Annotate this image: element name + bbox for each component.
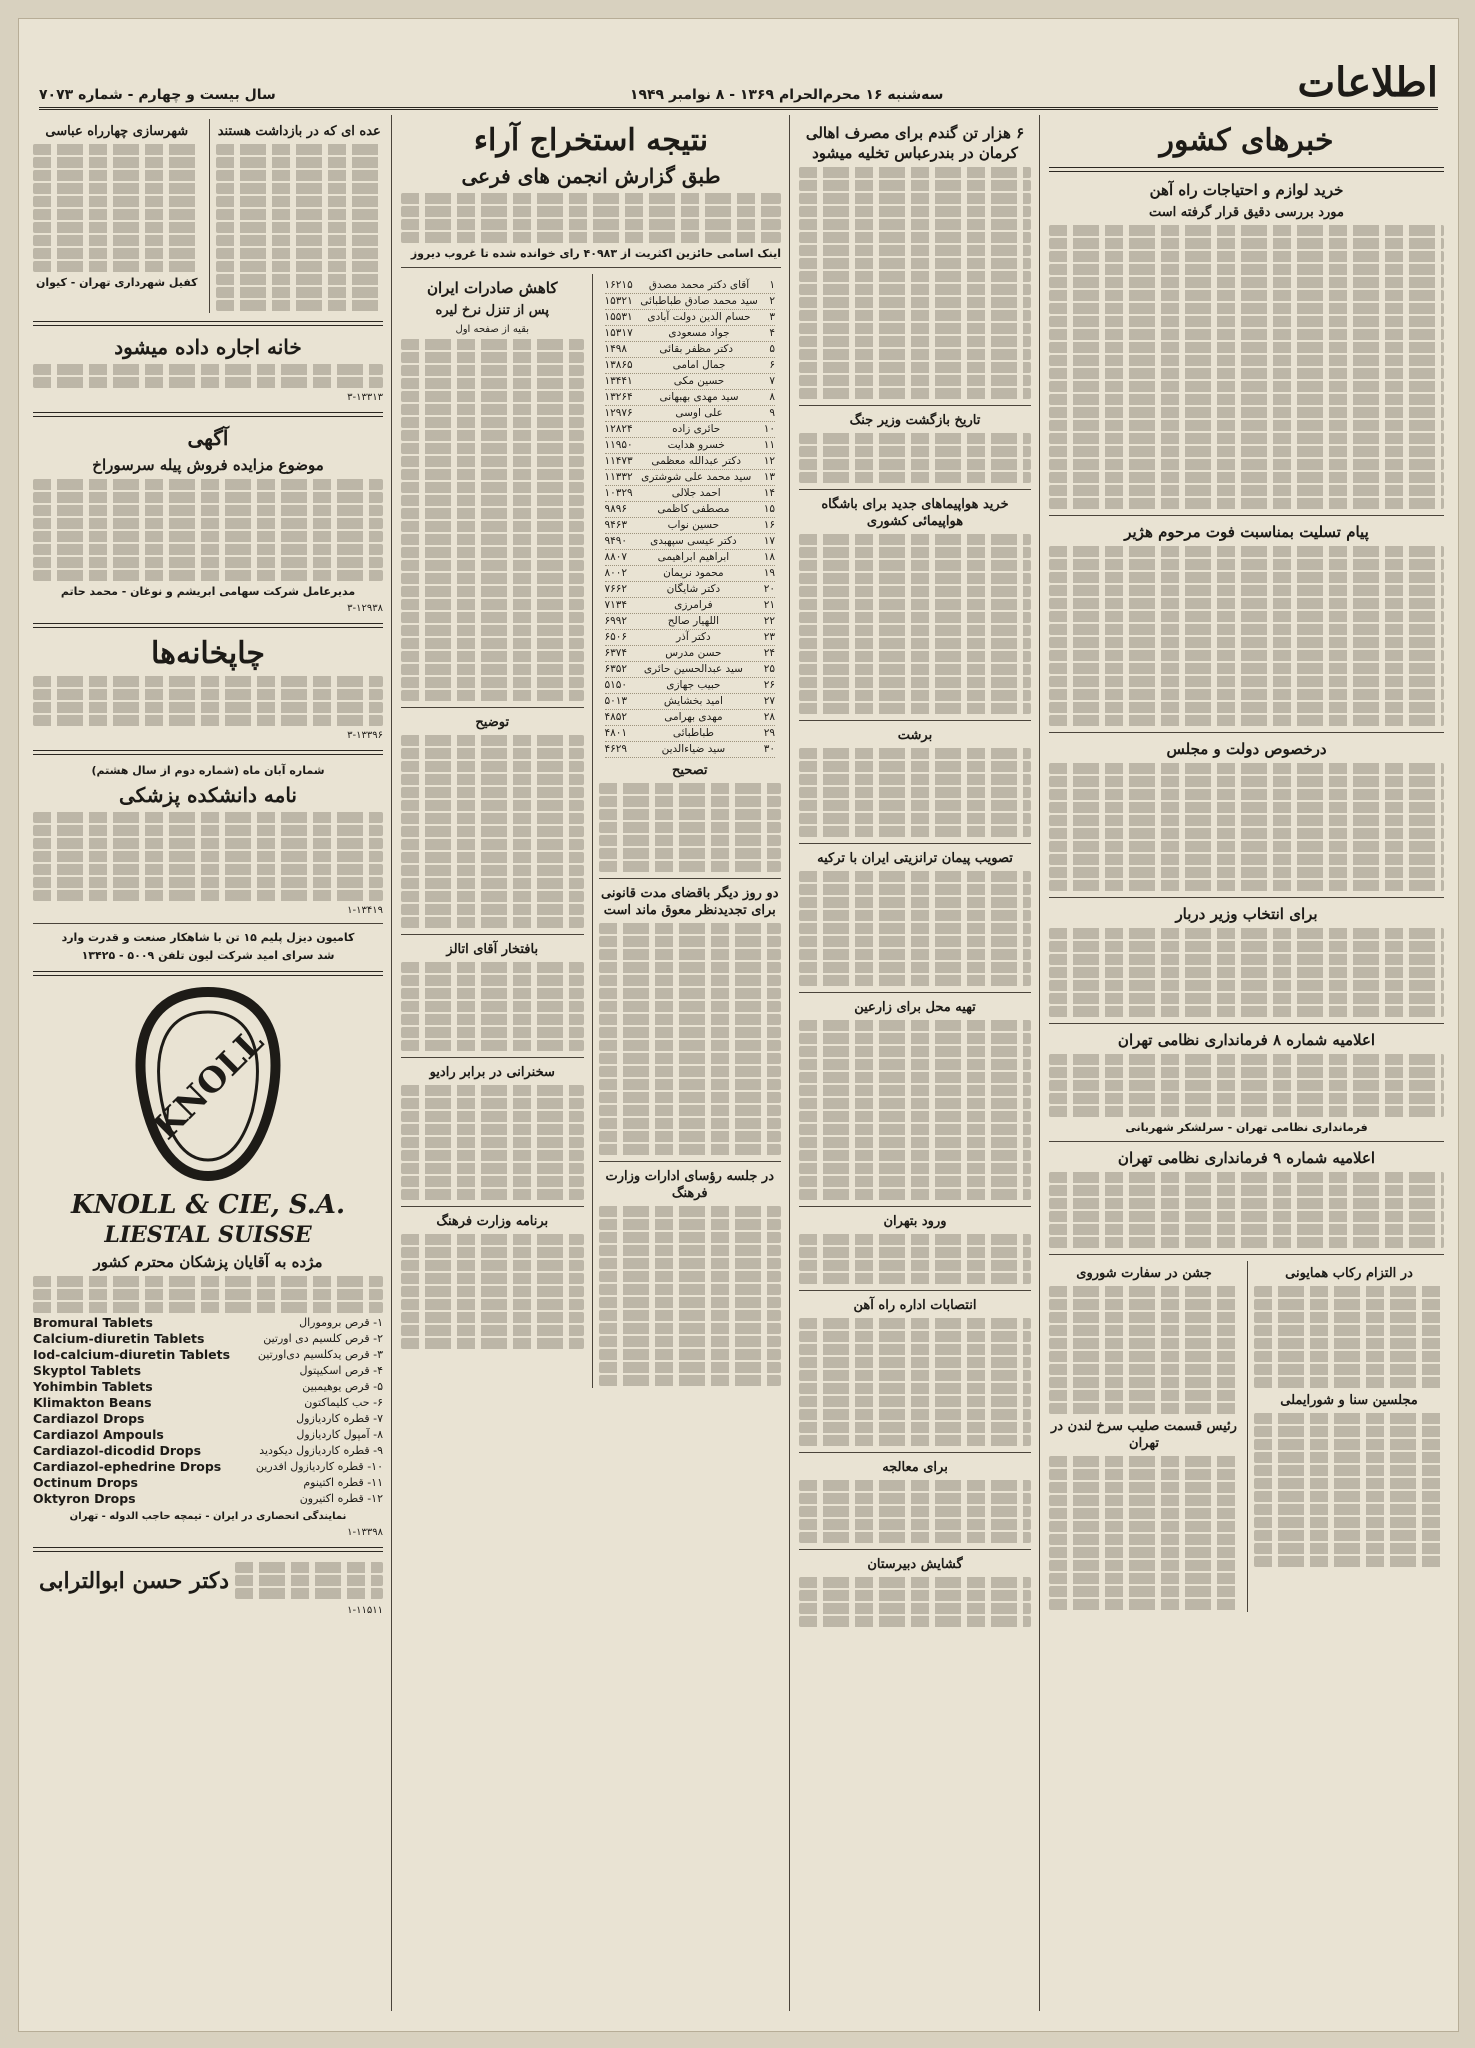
- candidate-row: [605, 502, 776, 518]
- headline-notice: آگهی: [187, 426, 229, 450]
- candidate-row: [605, 390, 776, 406]
- drug-name-en: Cardiazol Drops: [33, 1411, 145, 1426]
- notice-reference: ۳-۱۲۹۳۸: [347, 603, 383, 614]
- candidate-rank: ۱۹: [763, 567, 775, 579]
- candidate-votes: ۱۵۳۲۱: [604, 295, 633, 307]
- headline-cabinet: درخصوص دولت و مجلس: [1166, 740, 1327, 758]
- knoll-advertisement: [33, 984, 383, 1539]
- truck-ad-reference: شد سرای امید شرکت لیون تلفن ۵۰۰۹ - ۱۳۴۲۵: [81, 949, 335, 962]
- candidate-rank: ۳۰: [763, 743, 775, 755]
- headline-appointments: انتصابات اداره راه آهن: [853, 1298, 977, 1313]
- candidate-name: اللهیار صالح: [667, 615, 720, 627]
- candidate-votes: ۱۲۹۷۶: [604, 407, 633, 419]
- candidate-rank: ۱۴: [763, 487, 775, 499]
- drug-name-fa: ۱۱- قطره اکتینوم: [303, 1476, 383, 1489]
- candidate-votes: ۴۶۲۹: [604, 743, 628, 755]
- candidate-name: دکتر شایگان: [666, 583, 721, 595]
- candidate-row: [605, 550, 776, 566]
- doctor-reference: ۱-۱۱۵۱۱: [347, 1605, 383, 1616]
- knoll-location: LIESTAL SUISSE: [104, 1222, 312, 1248]
- drug-row: [33, 1475, 383, 1491]
- drug-row: [33, 1315, 383, 1331]
- candidate-rank: ۲۴: [763, 647, 775, 659]
- headline-detainees: عده ای که در بازداشت هستند: [217, 124, 381, 139]
- candidate-row: [605, 566, 776, 582]
- candidate-row: [605, 518, 776, 534]
- candidate-rank: ۲: [769, 295, 775, 307]
- candidate-row: [605, 358, 776, 374]
- drug-name-fa: ۲- قرص کلسیم دی اورتین: [263, 1332, 383, 1345]
- candidate-rank: ۱۱: [763, 439, 775, 451]
- notice-signature: مدیرعامل شرکت سهامی ابریشم و نوغان - محمد حاتم: [60, 585, 356, 598]
- candidate-row: [605, 326, 776, 342]
- headline-farmers: تهیه محل برای زارعین: [854, 1000, 976, 1015]
- headline-rent: خانه اجاره داده میشود: [114, 335, 302, 359]
- candidate-row: [605, 630, 776, 646]
- rent-reference: ۳-۱۳۳۱۳: [347, 392, 383, 403]
- candidate-votes: ۶۵۰۶: [604, 631, 628, 643]
- issue-number: سال بیست و چهارم - شماره ۷۰۷۳: [39, 87, 276, 103]
- candidate-row: [605, 454, 776, 470]
- headline-condolence: پیام تسلیت بمناسبت فوت مرحوم هژیر: [1124, 523, 1369, 541]
- candidate-name: طباطبائی: [672, 727, 714, 739]
- headline-vote-count: نتیجه استخراج آراء: [473, 123, 709, 158]
- candidate-votes: ۱۳۸۶۵: [604, 359, 633, 371]
- candidate-rank: ۲۵: [763, 663, 775, 675]
- issue-date: سه‌شنبه ۱۶ محرم‌الحرام ۱۳۶۹ - ۸ نوامبر ۱۹۴۹: [629, 87, 944, 103]
- candidate-rank: ۵: [769, 343, 775, 355]
- drug-name-fa: ۷- قطره کاردیازول: [296, 1412, 383, 1425]
- candidate-votes: ۱۲۸۲۴: [604, 423, 633, 435]
- drug-name-en: Klimakton Beans: [33, 1395, 152, 1410]
- candidate-row: [605, 342, 776, 358]
- candidate-rank: ۲۹: [763, 727, 775, 739]
- drug-name-fa: ۱۲- قطره اکتیرون: [299, 1492, 383, 1505]
- candidate-row: [605, 486, 776, 502]
- column-rule: [1039, 115, 1040, 2011]
- candidate-rank: ۲۸: [763, 711, 775, 723]
- candidate-name: دکتر مظفر بقائی: [659, 343, 734, 355]
- candidate-row: [605, 422, 776, 438]
- section-title: خبرهای کشور: [1159, 123, 1334, 158]
- headline-culture-program: برنامه وزارت فرهنگ: [436, 1214, 549, 1229]
- candidate-votes: ۹۴۹۰: [604, 535, 628, 547]
- candidate-row: [605, 294, 776, 310]
- candidate-name: امید بخشایش: [663, 695, 723, 707]
- candidate-row: [605, 678, 776, 694]
- candidate-votes: ۴۸۰۱: [604, 727, 628, 739]
- headline-erratum: برشت: [897, 728, 933, 743]
- candidate-row: [605, 662, 776, 678]
- drug-name-fa: ۶- حب کلیماکتون: [304, 1396, 383, 1409]
- candidate-votes: ۸۰۰۲: [604, 567, 628, 579]
- candidate-name: سید عبدالحسین حائری: [643, 663, 743, 675]
- candidate-row: [605, 406, 776, 422]
- knoll-company: KNOLL & CIE, S.A.: [70, 1190, 346, 1220]
- drug-name-en: Calcium-diuretin Tablets: [33, 1331, 205, 1346]
- candidate-rank: ۱۷: [763, 535, 775, 547]
- votes-intro: اینک اسامی حائزین اکثریت از ۴۰۹۸۳ رای خوانده شده تا غروب دیروز: [410, 247, 781, 260]
- candidate-name: علی اوسی: [675, 407, 723, 419]
- journal-title: نامه دانشکده پزشکی: [119, 783, 297, 807]
- drug-name-en: Yohimbin Tablets: [33, 1379, 153, 1394]
- candidate-name: حائری زاده: [672, 423, 721, 435]
- headline-law: دو روز دیگر باقضای مدت قانونی برای تجدیدنظر معوق ماند است: [601, 886, 779, 918]
- knoll-headline: مژده به آقایان پزشکان محترم کشور: [93, 1253, 323, 1271]
- candidate-votes: ۶۹۹۲: [604, 615, 628, 627]
- candidate-row: [605, 438, 776, 454]
- candidate-rank: ۷: [769, 375, 775, 387]
- headline-exports: کاهش صادرات ایران: [426, 279, 558, 297]
- drug-row: [33, 1427, 383, 1443]
- headline-culture: در جلسه رؤسای ادارات وزارت فرهنگ: [605, 1169, 774, 1201]
- candidate-rank: ۸: [769, 391, 775, 403]
- drug-row: [33, 1491, 383, 1507]
- candidate-row: [605, 582, 776, 598]
- candidate-votes: ۱۱۹۵۰: [604, 439, 633, 451]
- notice-title: موضوع مزایده فروش پیله سرسوراخ: [92, 456, 324, 474]
- candidate-votes: ۸۸۰۷: [604, 551, 628, 563]
- headline-vote-count-sub: طبق گزارش انجمن های فرعی: [461, 164, 721, 188]
- headline-planes: خرید هواپیماهای جدید برای باشگاه هواپیمائی کشوری: [821, 497, 1009, 529]
- candidate-rank: ۲۳: [763, 631, 775, 643]
- knoll-agent: نمایندگی انحصاری در ایران - تیمچه حاجب الدوله - تهران: [69, 1511, 347, 1522]
- headline-royal: در التزام رکاب همایونی: [1285, 1266, 1413, 1281]
- drug-list: [33, 1315, 383, 1507]
- knoll-reference: ۱-۱۳۳۹۸: [347, 1527, 383, 1538]
- headline-senate: مجلسین سنا و شورایملی: [1280, 1393, 1418, 1408]
- drug-row: [33, 1443, 383, 1459]
- headline-soviet-embassy: جشن در سفارت شوروی: [1076, 1266, 1212, 1281]
- candidate-votes: ۶۳۷۴: [604, 647, 628, 659]
- drug-row: [33, 1363, 383, 1379]
- candidate-rank: ۱۲: [763, 455, 775, 467]
- headline-municipal: شهرسازی چهارراه عباسی: [45, 124, 189, 139]
- drug-name-en: Iod-calcium-diuretin Tablets: [33, 1347, 231, 1362]
- doctor-name: دکتر حسن ابوالترابی: [39, 1567, 230, 1594]
- candidate-name: حسام الدین دولت آبادی: [647, 311, 751, 323]
- drug-name-en: Octinum Drops: [33, 1475, 138, 1490]
- drug-name-en: Skyptol Tablets: [33, 1363, 142, 1378]
- candidate-row: [605, 470, 776, 486]
- candidate-name: حسین مکی: [673, 375, 725, 387]
- newspaper-logo: اطلاعات: [1297, 59, 1438, 106]
- candidate-name: جواد مسعودی: [668, 327, 730, 339]
- drug-row: [33, 1331, 383, 1347]
- candidate-votes: ۱۳۲۶۴: [604, 391, 633, 403]
- headline-martial-law-2: اعلامیه شماره ۹ فرمانداری نظامی تهران: [1117, 1149, 1376, 1167]
- headline-red-cross: رئیس قسمت صلیب سرخ لندن در تهران: [1051, 1419, 1237, 1451]
- candidate-name: دکتر عبدالله معظمی: [651, 455, 742, 467]
- candidate-votes: ۱۰۳۲۹: [604, 487, 633, 499]
- drug-name-fa: ۳- قرص یدکلسیم دی‌اورتین: [257, 1348, 383, 1361]
- headline-treaty: تصویب پیمان ترانزیتی ایران با ترکیه: [817, 851, 1013, 866]
- headline-school: گشایش دبیرستان: [867, 1557, 963, 1572]
- column-national-news: [1049, 119, 1444, 2011]
- masthead: [39, 59, 1438, 110]
- truck-ad: کامیون دیزل پلیم ۱۵ تن با شاهکار صنعت و قدرت وارد: [61, 931, 355, 944]
- candidate-name: آقای دکتر محمد مصدق: [648, 279, 750, 291]
- drug-name-en: Cardiazol Ampouls: [33, 1427, 164, 1442]
- candidate-rank: ۲۰: [763, 583, 775, 595]
- headline-correction: تصحیح: [671, 763, 708, 778]
- drug-name-fa: ۹- قطره کاردیازول دیکودید: [259, 1444, 383, 1457]
- candidate-rank: ۴: [769, 327, 775, 339]
- candidate-votes: ۵۱۵۰: [604, 679, 628, 691]
- candidate-votes: ۹۸۹۶: [604, 503, 628, 515]
- drug-row: [33, 1411, 383, 1427]
- drug-name-en: Cardiazol-dicodid Drops: [33, 1443, 202, 1458]
- headline-rail-sub: مورد بررسی دقیق قرار گرفته است: [1149, 205, 1344, 220]
- printing-reference: ۳-۱۳۳۹۶: [347, 730, 383, 741]
- candidate-name: مهدی بهرامی: [664, 711, 723, 723]
- candidate-votes: ۹۴۶۳: [604, 519, 628, 531]
- drug-row: [33, 1395, 383, 1411]
- candidate-rank: ۹: [769, 407, 775, 419]
- candidate-name: دکتر عیسی سپهبدی: [650, 535, 737, 547]
- candidate-name: احمد جلالی: [671, 487, 721, 499]
- journal-reference: ۱-۱۳۴۱۹: [347, 905, 383, 916]
- candidate-rank: ۲۲: [763, 615, 775, 627]
- headline-tehran-arrival: ورود بتهران: [883, 1214, 947, 1229]
- knoll-logo-text: KNOLL: [145, 1021, 272, 1148]
- candidate-votes: ۱۱۳۳۲: [604, 471, 633, 483]
- knoll-logo-icon: [118, 984, 298, 1184]
- column-ads: [33, 119, 383, 2011]
- candidate-row: [605, 646, 776, 662]
- candidate-rank: ۱: [769, 279, 775, 291]
- candidate-row: [605, 614, 776, 630]
- candidate-votes: ۱۵۵۳۱: [604, 311, 633, 323]
- headline-wheat: ۶ هزار تن گندم برای مصرف اهالی کرمان در بندرعباس تخلیه میشود: [805, 124, 1025, 162]
- drug-name-fa: ۴- قرص اسکیپتول: [299, 1364, 383, 1377]
- drug-name-fa: ۱۰- قطره کاردیازول افدرین: [255, 1460, 383, 1473]
- candidate-rank: ۲۷: [763, 695, 775, 707]
- column-rule: [391, 115, 392, 2011]
- candidate-row: [605, 278, 776, 294]
- candidate-votes: ۷۶۶۲: [604, 583, 628, 595]
- candidate-rank: ۱۵: [763, 503, 775, 515]
- headline-minister: برای انتخاب وزیر دربار: [1175, 905, 1318, 923]
- candidate-rank: ۱۳: [763, 471, 775, 483]
- candidate-name: خسرو هدایت: [667, 439, 725, 451]
- drug-name-en: Oktyron Drops: [33, 1491, 136, 1506]
- candidate-votes: ۱۴۹۸: [604, 343, 628, 355]
- candidate-row: [605, 726, 776, 742]
- candidate-rank: ۳: [769, 311, 775, 323]
- candidate-rank: ۱۰: [763, 423, 775, 435]
- candidate-name: ابراهیم ابراهیمی: [657, 551, 730, 563]
- candidate-votes: ۷۱۳۴: [604, 599, 628, 611]
- drug-name-en: Bromural Tablets: [33, 1315, 153, 1330]
- candidate-name: محمود نریمان: [663, 567, 724, 579]
- headline-explain: توضیح: [475, 715, 510, 730]
- headline-rail: خرید لوازم و احتیاجات راه آهن: [1149, 181, 1344, 199]
- candidate-name: حبیب جهازی: [666, 679, 721, 691]
- journal-issue: شماره آبان ماه (شماره دوم از سال هشتم): [91, 764, 325, 777]
- headline-printing: چاپخانه‌ها: [151, 636, 265, 671]
- column-briefs: [799, 119, 1031, 2011]
- candidate-row: [605, 534, 776, 550]
- candidate-name: سید محمد صادق طباطبائی: [640, 295, 758, 307]
- candidate-row: [605, 742, 776, 758]
- candidate-rank: ۱۶: [763, 519, 775, 531]
- candidate-votes: ۱۱۴۷۳: [604, 455, 633, 467]
- candidate-votes: ۶۳۵۲: [604, 663, 628, 675]
- martial-signature: فرمانداری نظامی تهران - سرلشکر شهربانی: [1125, 1121, 1368, 1134]
- candidate-rank: ۱۸: [763, 551, 775, 563]
- candidate-name: دکتر آذر: [676, 631, 711, 643]
- candidate-name: حسن مدرس: [665, 647, 722, 659]
- drug-name-fa: ۸- آمپول کاردیازول: [296, 1428, 383, 1441]
- candidate-row: [605, 310, 776, 326]
- candidate-row: [605, 598, 776, 614]
- candidate-name: سید مهدی بهبهانی: [659, 391, 739, 403]
- drug-name-fa: ۱- قرص برومورال: [299, 1316, 383, 1329]
- drug-row: [33, 1379, 383, 1395]
- candidate-name: سید ضیاءالدین: [661, 743, 726, 755]
- candidate-list: [605, 278, 776, 758]
- drug-name-en: Cardiazol-ephedrine Drops: [33, 1459, 222, 1474]
- candidate-votes: ۴۸۵۲: [604, 711, 628, 723]
- headline-exports-sub: پس از تنزل نرخ لیره: [435, 303, 549, 318]
- candidate-rank: ۲۱: [763, 599, 775, 611]
- candidate-name: جمال امامی: [672, 359, 726, 371]
- candidate-name: فرامرزی: [674, 599, 713, 611]
- candidate-row: [605, 694, 776, 710]
- candidate-name: حسین نواب: [667, 519, 720, 531]
- candidate-rank: ۲۶: [763, 679, 775, 691]
- newspaper-page: [18, 18, 1459, 2032]
- municipal-signature: کفیل شهرداری تهران - کیوان: [35, 276, 198, 289]
- candidate-row: [605, 710, 776, 726]
- candidate-votes: ۱۵۳۱۷: [604, 327, 633, 339]
- column-rule: [789, 115, 790, 2011]
- headline-honor: بافتخار آقای اتالز: [446, 942, 539, 957]
- candidate-row: [605, 374, 776, 390]
- candidate-rank: ۶: [769, 359, 775, 371]
- column-elections: [401, 119, 781, 2011]
- drug-row: [33, 1347, 383, 1363]
- drug-name-fa: ۵- قرص یوهیمبین: [302, 1380, 383, 1393]
- candidate-votes: ۱۶۲۱۵: [604, 279, 633, 291]
- headline-treatment: برای معالجه: [882, 1460, 948, 1475]
- headline-martial-law: اعلامیه شماره ۸ فرمانداری نظامی تهران: [1117, 1031, 1376, 1049]
- headline-radio: سخنرانی در برابر رادیو: [429, 1065, 555, 1080]
- drug-row: [33, 1459, 383, 1475]
- candidate-name: سید محمد علی شوشتری: [641, 471, 752, 483]
- candidate-name: مصطفی کاظمی: [657, 503, 730, 515]
- headline-return: تاریخ بازگشت وزیر جنگ: [849, 413, 981, 428]
- exports-byline: بقیه از صفحه اول: [455, 324, 530, 335]
- candidate-votes: ۱۳۴۴۱: [604, 375, 633, 387]
- candidate-votes: ۵۰۱۳: [604, 695, 628, 707]
